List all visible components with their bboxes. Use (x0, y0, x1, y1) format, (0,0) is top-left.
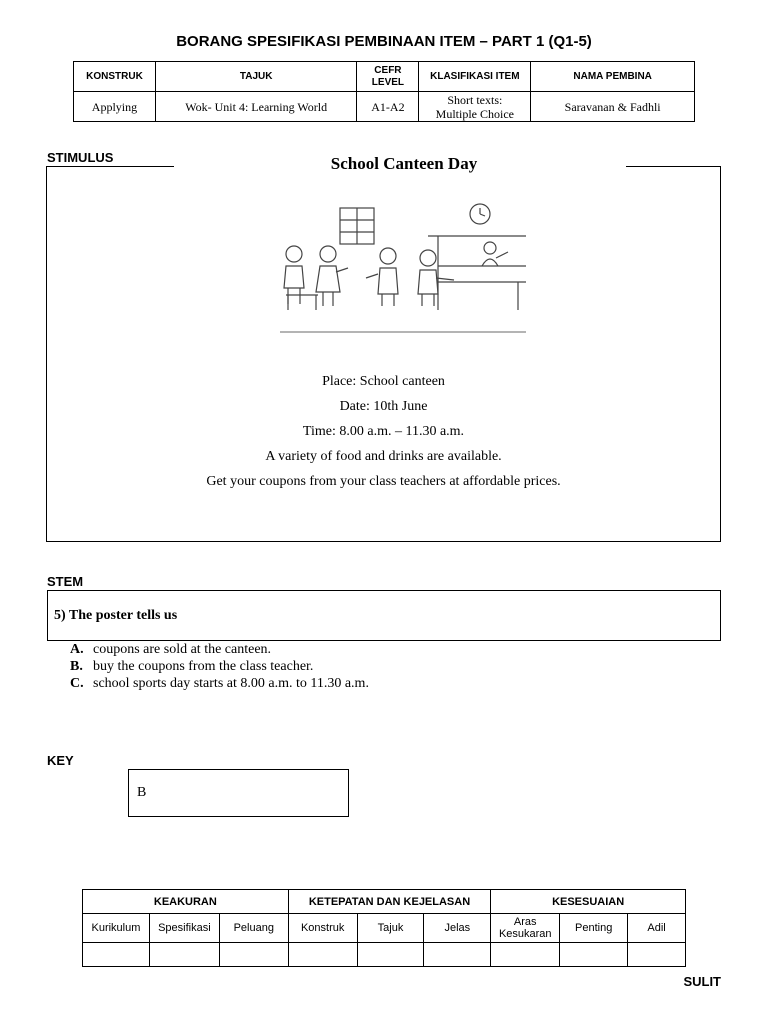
spec-value-cefr: A1-A2 (357, 92, 419, 122)
footer-sulit: SULIT (683, 974, 721, 989)
spec-header-pembina: NAMA PEMBINA (531, 62, 695, 92)
stimulus-line-food: A variety of food and drinks are available. (265, 449, 502, 464)
review-col-kurikulum: Kurikulum (83, 914, 150, 943)
review-column-row (83, 914, 686, 943)
key-label: KEY (47, 753, 74, 768)
review-cell (357, 943, 424, 967)
spec-value-row (74, 92, 695, 122)
option-c-text: school sports day starts at 8.00 a.m. to 11.30 a.m. (93, 676, 369, 691)
stimulus-title: School Canteen Day (330, 154, 478, 173)
spec-header-cefr (357, 62, 419, 92)
spec-header-row (74, 62, 695, 92)
stem-label: STEM (47, 574, 84, 589)
review-group-row (83, 890, 686, 914)
review-group-ketepatan: KETEPATAN DAN KEJELASAN (288, 890, 491, 914)
spec-table (73, 61, 695, 122)
review-cell (219, 943, 288, 967)
review-col-aras-kesukaran-text: Aras Kesukaran (498, 916, 552, 940)
stimulus-line-place: Place: School canteen (322, 374, 445, 389)
spec-value-klasifikasi (419, 92, 531, 122)
review-col-jelas: Jelas (424, 914, 491, 943)
review-col-adil: Adil (628, 914, 686, 943)
review-cell (560, 943, 628, 967)
option-a (70, 642, 271, 658)
option-b-letter: B. (70, 659, 83, 674)
review-col-konstruk: Konstruk (288, 914, 357, 943)
review-col-aras-kesukaran (491, 914, 560, 943)
spec-value-klasifikasi-text: Short texts: Multiple Choice (435, 92, 514, 121)
option-b (70, 659, 313, 675)
spec-value-konstruk: Applying (74, 92, 156, 122)
option-a-text: coupons are sold at the canteen. (93, 642, 272, 657)
review-group-kesesuaian: KESESUAIAN (491, 890, 686, 914)
spec-header-klasifikasi: KLASIFIKASI ITEM (419, 62, 531, 92)
key-answer: B (128, 769, 349, 817)
review-cell (83, 943, 150, 967)
option-c (70, 676, 369, 692)
review-col-spesifikasi: Spesifikasi (149, 914, 219, 943)
spec-header-tajuk: TAJUK (155, 62, 357, 92)
stimulus-line-date: Date: 10th June (339, 399, 428, 414)
review-table (82, 889, 686, 967)
review-empty-row (83, 943, 686, 967)
review-col-penting: Penting (560, 914, 628, 943)
review-cell (149, 943, 219, 967)
stimulus-line-time: Time: 8.00 a.m. – 11.30 a.m. (302, 424, 465, 439)
option-a-letter: A. (70, 642, 84, 657)
form-title: BORANG SPESIFIKASI PEMBINAAN ITEM – PART 1 (Q1-5) (176, 33, 592, 50)
spec-header-cefr-text: CEFR LEVEL (371, 64, 405, 88)
spec-header-konstruk: KONSTRUK (74, 62, 156, 92)
option-b-text: buy the coupons from the class teacher. (93, 659, 314, 674)
stimulus-label: STIMULUS (47, 150, 114, 165)
spec-value-pembina: Saravanan & Fadhli (531, 92, 695, 122)
review-cell (424, 943, 491, 967)
review-cell (628, 943, 686, 967)
review-group-keakuran: KEAKURAN (83, 890, 289, 914)
canteen-illustration (278, 200, 528, 335)
stem-question: 5) The poster tells us (47, 590, 721, 641)
review-cell (491, 943, 560, 967)
spec-value-tajuk: Wok- Unit 4: Learning World (155, 92, 357, 122)
review-col-tajuk: Tajuk (357, 914, 424, 943)
option-c-letter: C. (70, 676, 84, 691)
review-col-peluang: Peluang (219, 914, 288, 943)
stimulus-line-coupons: Get your coupons from your class teachers at affordable prices. (206, 474, 561, 489)
review-cell (288, 943, 357, 967)
